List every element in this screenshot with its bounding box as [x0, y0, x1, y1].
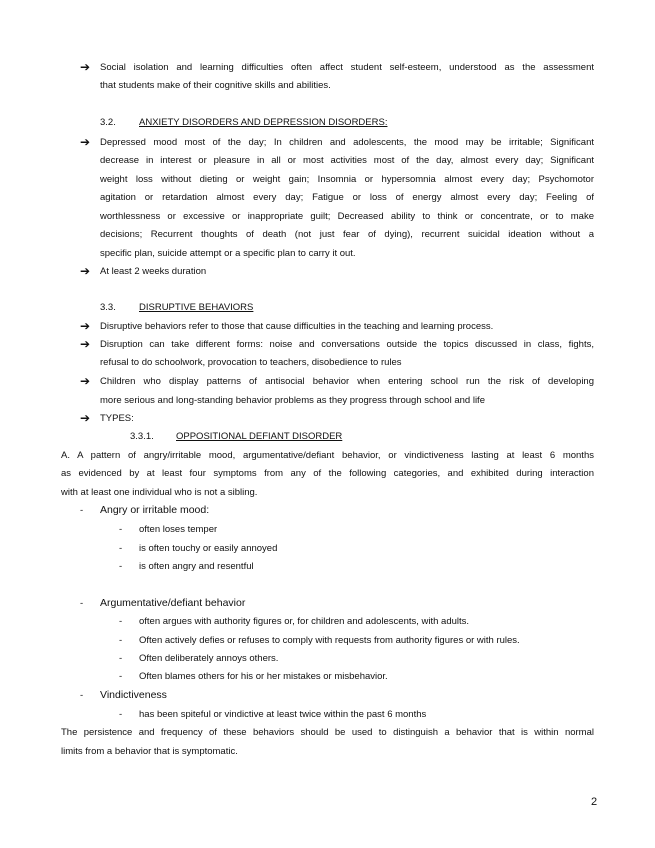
list-item: often loses temper	[139, 524, 218, 535]
arrow-bullet-icon: ➔	[80, 411, 91, 425]
dash-bullet-icon: -	[80, 690, 84, 701]
list-item: has been spiteful or vindictive at least twice within the past 6 months	[139, 709, 427, 720]
arrow-bullet-icon: ➔	[80, 319, 91, 333]
bullet-text: more serious and long-standing behavior problems as they progress through school and life	[100, 395, 485, 406]
group-heading: Argumentative/defiant behavior	[100, 597, 246, 609]
group-heading: Vindictiveness	[100, 689, 167, 701]
group-heading: Angry or irritable mood:	[100, 504, 210, 516]
list-item: Often deliberately annoys others.	[139, 653, 279, 664]
paragraph-line: as evidenced by at least four symptoms from any of the following categories, and exhibited during interaction	[61, 468, 594, 479]
bullet-text: At least 2 weeks duration	[100, 266, 207, 277]
bullet-text: that students make of their cognitive skills and abilities.	[100, 80, 331, 91]
bullet-text: weight loss without dieting or weight gain; Insomnia or hypersomnia almost every day; Psychomotor	[100, 174, 594, 185]
paragraph-line: A. A pattern of angry/irritable mood, argumentative/defiant behavior, or vindictiveness lasting at least 6 months	[61, 450, 594, 461]
paragraph-line: limits from a behavior that is symptomatic.	[61, 746, 238, 757]
dash-bullet-icon: -	[119, 635, 123, 646]
bullet-text: decisions; Recurrent thoughts of death (not just fear of dying), recurrent suicidal ideation without a	[100, 229, 594, 240]
section-number: 3.2.	[100, 117, 116, 128]
list-item: Often actively defies or refuses to comply with requests from authority figures or with rules.	[139, 635, 520, 646]
bullet-text: Children who display patterns of antisocial behavior when entering school run the risk of developing	[100, 376, 594, 387]
bullet-text: specific plan, suicide attempt or a specific plan to carry it out.	[100, 248, 356, 259]
list-item: is often touchy or easily annoyed	[139, 543, 278, 554]
dash-bullet-icon: -	[119, 616, 123, 627]
arrow-bullet-icon: ➔	[80, 135, 91, 149]
dash-bullet-icon: -	[119, 709, 123, 720]
dash-bullet-icon: -	[119, 561, 123, 572]
dash-bullet-icon: -	[80, 598, 84, 609]
paragraph-line: with at least one individual who is not a sibling.	[61, 487, 258, 498]
page-number: 2	[591, 796, 598, 808]
bullet-text: Depressed mood most of the day; In children and adolescents, the mood may be irritable; Significant	[100, 137, 594, 148]
bullet-text: refusal to do schoolwork, provocation to teachers, disobedience to rules	[100, 357, 402, 368]
bullet-text: Disruptive behaviors refer to those that cause difficulties in the teaching and learning process.	[100, 321, 494, 332]
list-item: is often angry and resentful	[139, 561, 254, 572]
paragraph-line: The persistence and frequency of these behaviors should be used to distinguish a behavior that is within normal	[61, 727, 594, 738]
arrow-bullet-icon: ➔	[80, 337, 91, 351]
list-item: often argues with authority figures or, for children and adolescents, with adults.	[139, 616, 470, 627]
section-title: DISRUPTIVE BEHAVIORS	[139, 302, 254, 313]
bullet-text: agitation or retardation almost every day; Fatigue or loss of energy almost every day; Feeling of	[100, 192, 594, 203]
subsection-number: 3.3.1.	[130, 431, 154, 442]
section-title: ANXIETY DISORDERS AND DEPRESSION DISORDERS:	[139, 117, 388, 128]
section-number: 3.3.	[100, 302, 116, 313]
bullet-text: Disruption can take different forms: noise and conversations outside the topics discussed in class, fights,	[100, 339, 594, 350]
dash-bullet-icon: -	[119, 653, 123, 664]
dash-bullet-icon: -	[119, 543, 123, 554]
bullet-text: worthlessness or excessive or inappropriate guilt; Decreased ability to think or concentrate, or to make	[100, 211, 594, 222]
dash-bullet-icon: -	[119, 671, 123, 682]
dash-bullet-icon: -	[119, 524, 123, 535]
bullet-text: TYPES:	[100, 413, 134, 424]
subsection-title: OPPOSITIONAL DEFIANT DISORDER	[176, 431, 343, 442]
bullet-text: decrease in interest or pleasure in all or most activities most of the day, almost every day; Significant	[100, 155, 594, 166]
arrow-bullet-icon: ➔	[80, 374, 91, 388]
arrow-bullet-icon: ➔	[80, 60, 91, 74]
arrow-bullet-icon: ➔	[80, 264, 91, 278]
bullet-text: Social isolation and learning difficulties often affect student self-esteem, understood as the assessment	[100, 62, 594, 73]
dash-bullet-icon: -	[80, 505, 84, 516]
list-item: Often blames others for his or her mistakes or misbehavior.	[139, 671, 388, 682]
